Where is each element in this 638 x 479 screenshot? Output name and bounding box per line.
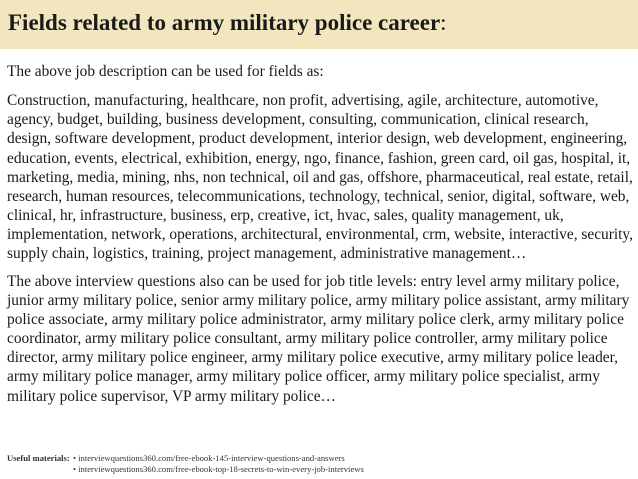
footer-link[interactable]: • interviewquestions360.com/free-ebook-145-interview-questions-and-answers — [73, 453, 345, 463]
title-colon: : — [440, 10, 447, 35]
footer-label: Useful materials: — [7, 453, 70, 463]
footer — [7, 453, 633, 474]
content-body — [7, 62, 633, 406]
footer-row — [7, 464, 633, 475]
intro-paragraph: The above job description can be used for fields as: — [7, 63, 324, 80]
job-titles-paragraph: The above interview questions also can be used for job title levels: entry level army military police, junior army military police, senior army military police, army military police assistant, army military police associate, army military police administrator, army military police clerk, army military police coordinator, army military police consultant, army military police controller, army military police director, army military police engineer, army military police executive, army military police leader, army military police manager, army military police officer, army military police specialist, army military police supervisor, VP army military police… — [7, 272, 630, 405]
footer-spacer — [7, 464, 73, 475]
footer-link[interactable]: • interviewquestions360.com/free-ebook-top-18-secrets-to-win-every-job-interviews — [73, 463, 364, 474]
title-bar — [0, 0, 638, 49]
fields-paragraph: Construction, manufacturing, healthcare, non profit, advertising, agile, architecture, automotive, agency, budget, building, business development, consulting, communication, clinical research, design, software development, product development, interior design, web development, engineering, education, events, electrical, exhibition, energy, ngo, finance, fashion, green card, oil gas, hospital, it, marketing, media, mining, nhs, non technical, oil and gas, offshore, pharmaceutical, real estate, retail, research, human resources, telecommunications, technology, technical, senior, digital, software, web, clinical, hr, infrastructure, business, erp, creative, ict, hvac, sales, quality management, uk, implementation, network, operations, architectural, environmental, crm, website, interactive, security, supply chain, logistics, training, project management, administrative management… — [7, 92, 633, 263]
footer-row — [7, 453, 633, 464]
page-title: Fields related to army military police career — [8, 10, 441, 35]
